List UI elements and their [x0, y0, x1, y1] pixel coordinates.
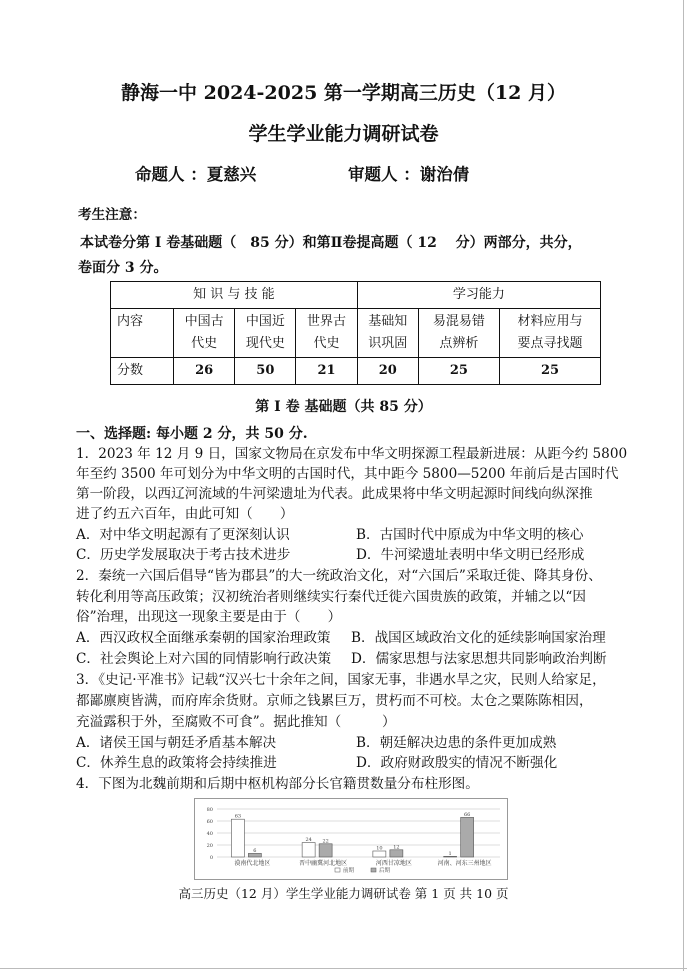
option-d[interactable]: D．政府财政殷实的情况不断强化 — [356, 755, 558, 771]
y-tick-label: 0 — [209, 855, 213, 861]
category-cell: 材料应用与 要点寻找题 — [499, 309, 600, 358]
y-tick-label: 40 — [206, 831, 213, 837]
score-cell: 20 — [357, 358, 418, 385]
option-b[interactable]: B．战国区域政治文化的延续影响国家治理 — [351, 630, 606, 646]
question-line: 4．下图为北魏前期和后期中枢机构部分长官籍贯数量分布柱形图。 — [76, 776, 479, 792]
row-label: 内容 — [111, 309, 174, 358]
question-line: 1．2023 年 12 月 9 日，国家文物局在京发布中华文明探源工程最新进展：从距今约 5800 — [76, 446, 628, 462]
bar — [231, 819, 244, 857]
question-line: 3．《史记·平准书》记载“汉兴七十余年之间，国家无事，非遇水旱之灾，民则人给家足， — [76, 672, 606, 688]
data-label: 10 — [376, 845, 383, 852]
score-cell: 21 — [296, 358, 357, 385]
part-heading: 一、选择题: 每小题 2 分，共 50 分. — [76, 426, 308, 442]
question-line: 年至约 3500 年可划分为中华文明的古国时代，其中距今 5800—5200 年前后是古国时代 — [76, 466, 619, 482]
x-tick-label: 漠南代北地区 — [234, 860, 271, 867]
data-label: 22 — [322, 838, 329, 845]
category-cell: 基础知 识巩固 — [357, 309, 418, 358]
bar-chart — [194, 798, 508, 880]
question-line: 都鄙廪庾皆满，而府库余货财。京师之钱累巨万，贯朽而不可校。太仓之粟陈陈相因， — [76, 693, 593, 709]
chart-svg — [195, 799, 507, 879]
reviewer-label: 审题人 ：谢治倩 — [348, 165, 470, 184]
author-label: 命题人 ：夏慈兴 — [135, 165, 257, 184]
y-tick-label: 60 — [206, 819, 213, 825]
question-line: 2．秦统一六国后倡导“皆为郡县”的大一统政治文化，对“六国后”采取迁徙、降其身份、 — [76, 568, 602, 584]
question-line: 第一阶段，以西辽河流域的牛河梁遗址为代表。此成果将中华文明起源时间线向纵深推 — [76, 486, 593, 502]
score-cell: 50 — [235, 358, 296, 385]
group-header: 知 识 与 技 能 — [111, 282, 358, 309]
question-line: 转化利用等高压政策；汉初统治者则继续实行秦代迁徙六国贵族的政策，并辅之以“因 — [76, 589, 586, 605]
section-title: 第 I 卷 基础题（共 85 分） — [255, 399, 432, 415]
option-a[interactable]: A．对中华文明起源有了更深刻认识 — [76, 527, 290, 543]
notice-line: 本试卷分第 I 卷基础题（ 85 分）和第Ⅱ卷提高题（ 12 分）两部分，共分， — [80, 235, 582, 251]
bar — [373, 851, 386, 857]
y-tick-label: 80 — [206, 807, 213, 813]
notice-line: 卷面分 3 分。 — [78, 260, 168, 276]
legend-swatch — [371, 868, 376, 872]
group-header: 学习能力 — [357, 282, 600, 309]
data-label: 24 — [305, 837, 312, 844]
category-cell: 易混易错 点辨析 — [418, 309, 499, 358]
category-cell: 世界古 代史 — [296, 309, 357, 358]
page-footer: 高三历史（12 月）学生学业能力调研试卷 第 1 页 共 10 页 — [178, 886, 509, 901]
legend-swatch — [335, 868, 340, 872]
legend-label: 后期 — [379, 868, 391, 874]
category-cell: 中国近 现代史 — [235, 309, 296, 358]
score-cell: 25 — [499, 358, 600, 385]
option-d[interactable]: D．儒家思想与法家思想共同影响政治判断 — [351, 651, 607, 667]
bar — [390, 850, 403, 857]
option-b[interactable]: B．古国时代中原成为中华文明的核心 — [356, 527, 584, 543]
data-label: 66 — [463, 811, 471, 818]
exam-title: 静海一中 2024-2025 第一学期高三历史（12 月） — [121, 82, 566, 104]
category-cell: 中国古 代史 — [174, 309, 235, 358]
data-label: 63 — [234, 813, 242, 820]
data-label: 12 — [393, 844, 400, 851]
question-line: 充溢露积于外，至腐败不可食”。据此推知（ ） — [76, 714, 396, 730]
data-label: 6 — [253, 847, 257, 854]
option-b[interactable]: B．朝廷解决边患的条件更加成熟 — [356, 735, 557, 751]
bar — [302, 843, 315, 857]
question-line: 俗”治理，出现这一现象主要是由于（ ） — [76, 609, 342, 625]
x-tick-label: 晋中幽冀河北地区 — [299, 860, 348, 867]
data-label: 1 — [448, 850, 452, 857]
bar — [461, 817, 474, 857]
option-c[interactable]: C．休养生息的政策将会持续推进 — [76, 755, 277, 771]
x-tick-label: 河西甘凉地区 — [375, 860, 412, 867]
x-tick-label: 河南、河东三州地区 — [437, 860, 492, 867]
exam-subtitle: 学生学业能力调研试卷 — [248, 123, 439, 145]
bar — [248, 853, 261, 857]
option-c[interactable]: C．社会舆论上对六国的同情影响行政决策 — [76, 651, 332, 667]
legend-label: 前期 — [343, 868, 355, 874]
score-cell: 26 — [174, 358, 235, 385]
page-edge — [0, 968, 687, 969]
score-table — [110, 281, 601, 385]
bar — [319, 844, 332, 857]
option-d[interactable]: D．牛河梁遗址表明中华文明已经形成 — [356, 547, 585, 563]
option-a[interactable]: A．西汉政权全面继承秦朝的国家治理政策 — [76, 630, 331, 646]
option-c[interactable]: C．历史学发展取决于考古技术进步 — [76, 547, 291, 563]
score-cell: 25 — [418, 358, 499, 385]
option-a[interactable]: A．诸侯王国与朝廷矛盾基本解决 — [76, 735, 277, 751]
y-tick-label: 20 — [206, 843, 213, 849]
row-label: 分数 — [111, 358, 174, 385]
notice-heading: 考生注意： — [78, 207, 146, 223]
question-line: 进了约五六百年，由此可知（ ） — [76, 506, 294, 522]
